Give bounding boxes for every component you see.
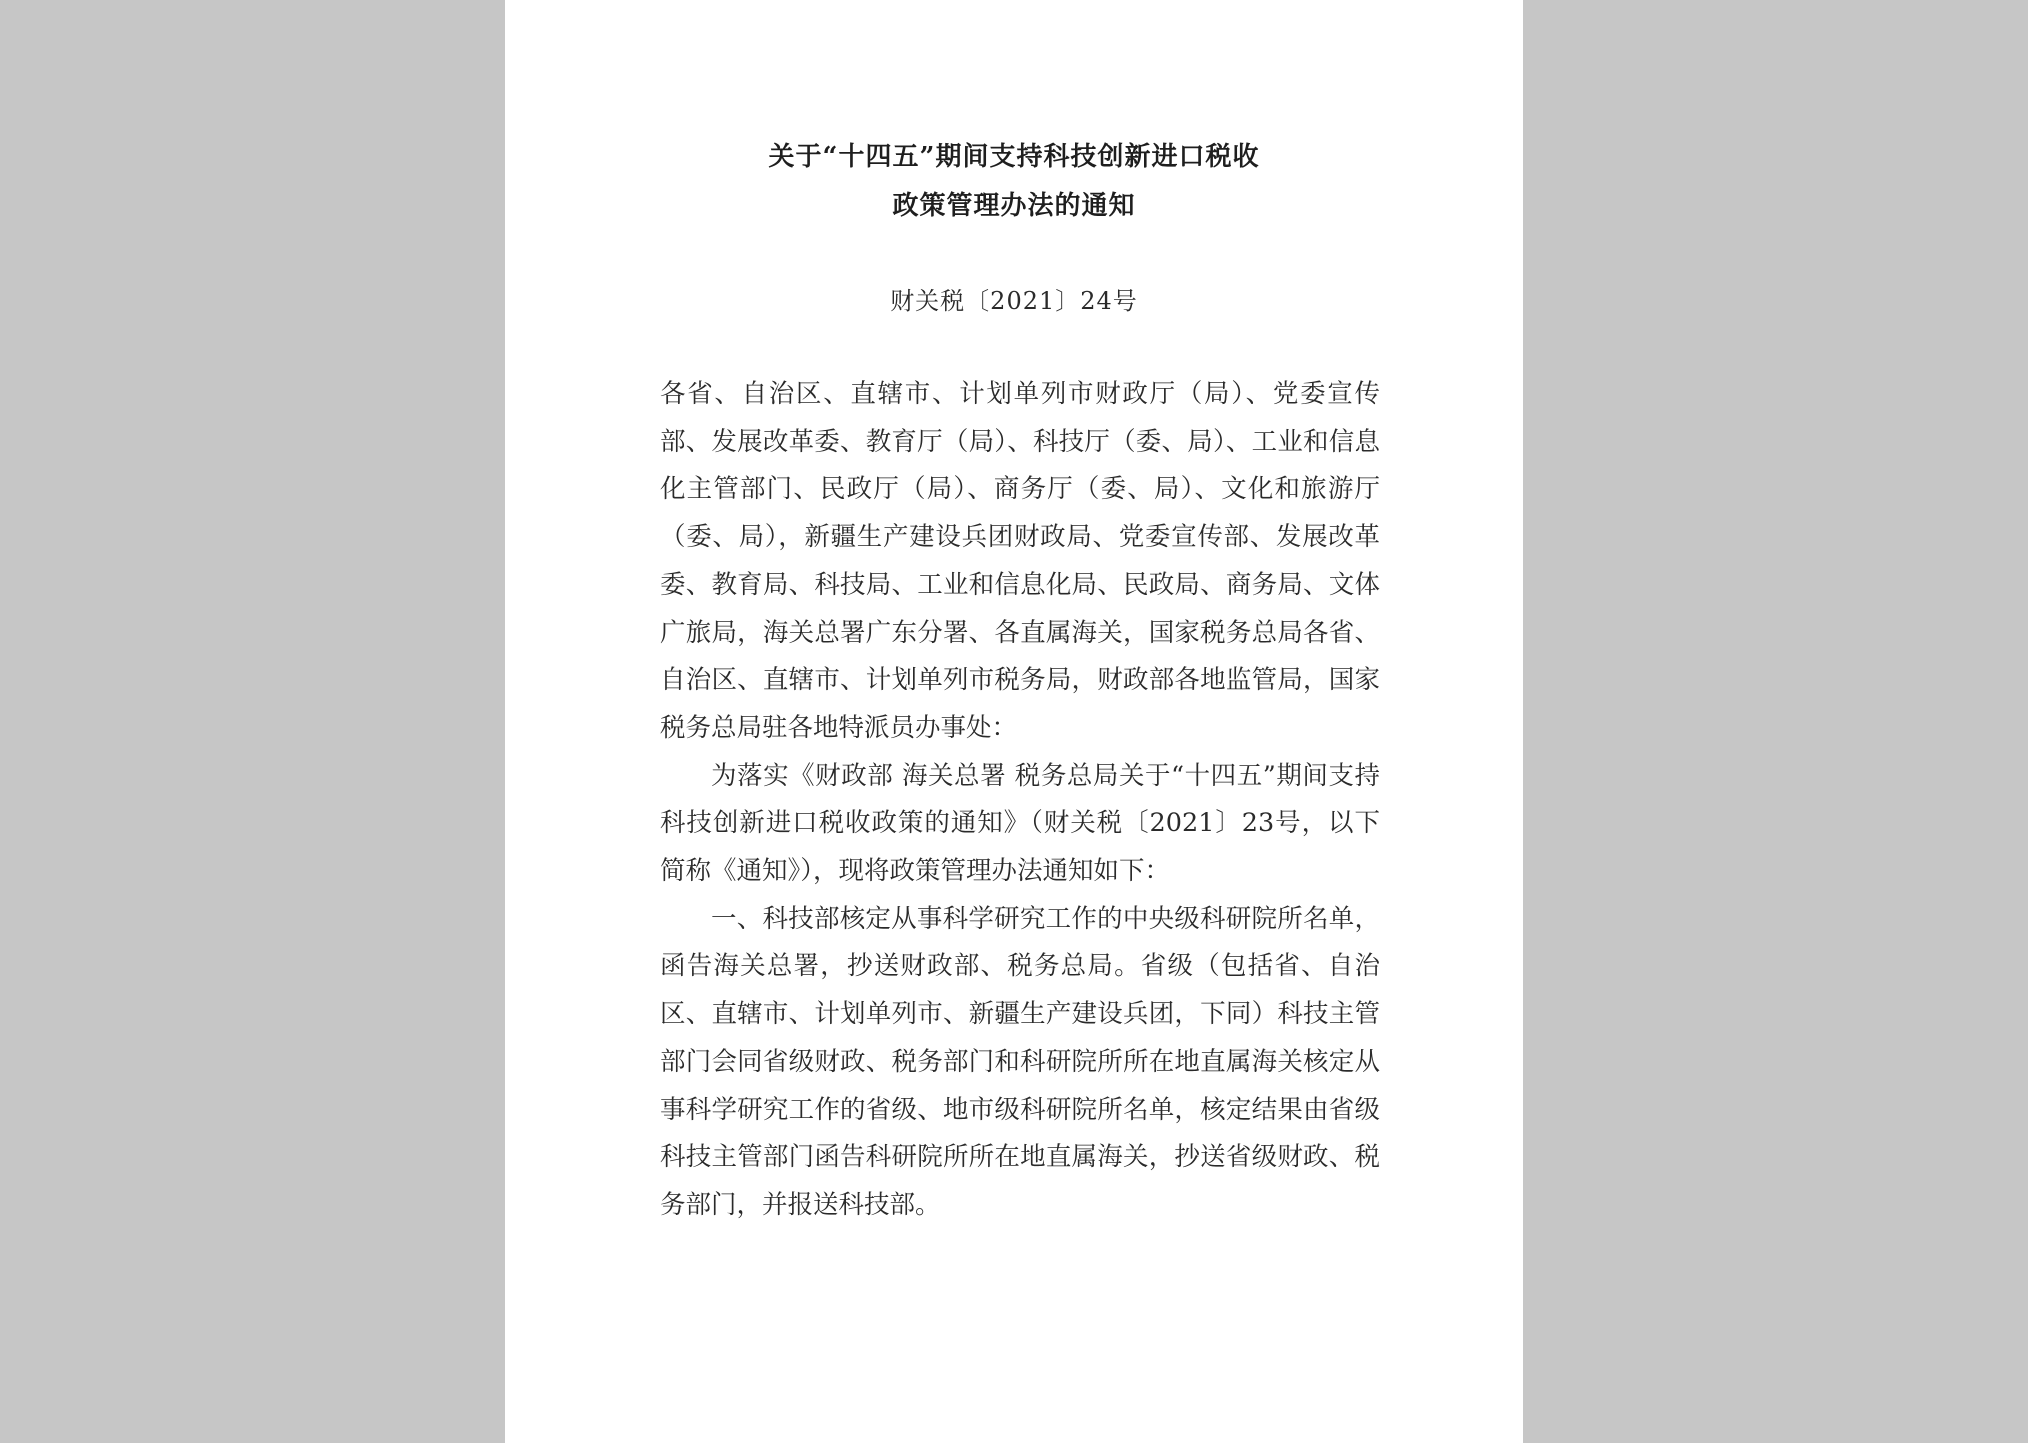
body-paragraph-1: 为落实《财政部 海关总署 税务总局关于“十四五”期间支持科技创新进口税收政策的通知》（财关税〔2021〕23号，以下简称《通知》），现将政策管理办法通知如下： bbox=[660, 760, 1380, 887]
document-page bbox=[505, 0, 1523, 1443]
body-paragraph-2: 一、科技部核定从事科学研究工作的中央级科研院所名单，函告海关总署，抄送财政部、税务总局。省级（包括省、自治区、直辖市、计划单列市、新疆生产建设兵团，下同）科技主管部门会同省级财政、税务部门和科研院所所在地直属海关核定从事科学研究工作的省级、地市级科研院所名单，核定结果由省级科技主管部门函告科研院所所在地直属海关，抄送省级财政、税务部门，并报送科技部。 bbox=[660, 903, 1380, 1220]
addressees-paragraph: 各省、自治区、直辖市、计划单列市财政厅（局）、党委宣传部、发展改革委、教育厅（局）、科技厅（委、局）、工业和信息化主管部门、民政厅（局）、商务厅（委、局）、文化和旅游厅（委、局），新疆生产建设兵团财政局、党委宣传部、发展改革委、教育局、科技局、工业和信息化局、民政局、商务局、文体广旅局，海关总署广东分署、各直属海关，国家税务总局各省、自治区、直辖市、计划单列市税务局，财政部各地监管局，国家税务总局驻各地特派员办事处： bbox=[660, 379, 1380, 743]
document-body bbox=[660, 371, 1380, 1230]
document-title-line-2: 政策管理办法的通知 bbox=[892, 191, 1136, 221]
document-title-line-1: 关于“十四五”期间支持科技创新进口税收 bbox=[768, 142, 1260, 172]
document-number: 财关税〔2021〕24号 bbox=[890, 287, 1138, 315]
